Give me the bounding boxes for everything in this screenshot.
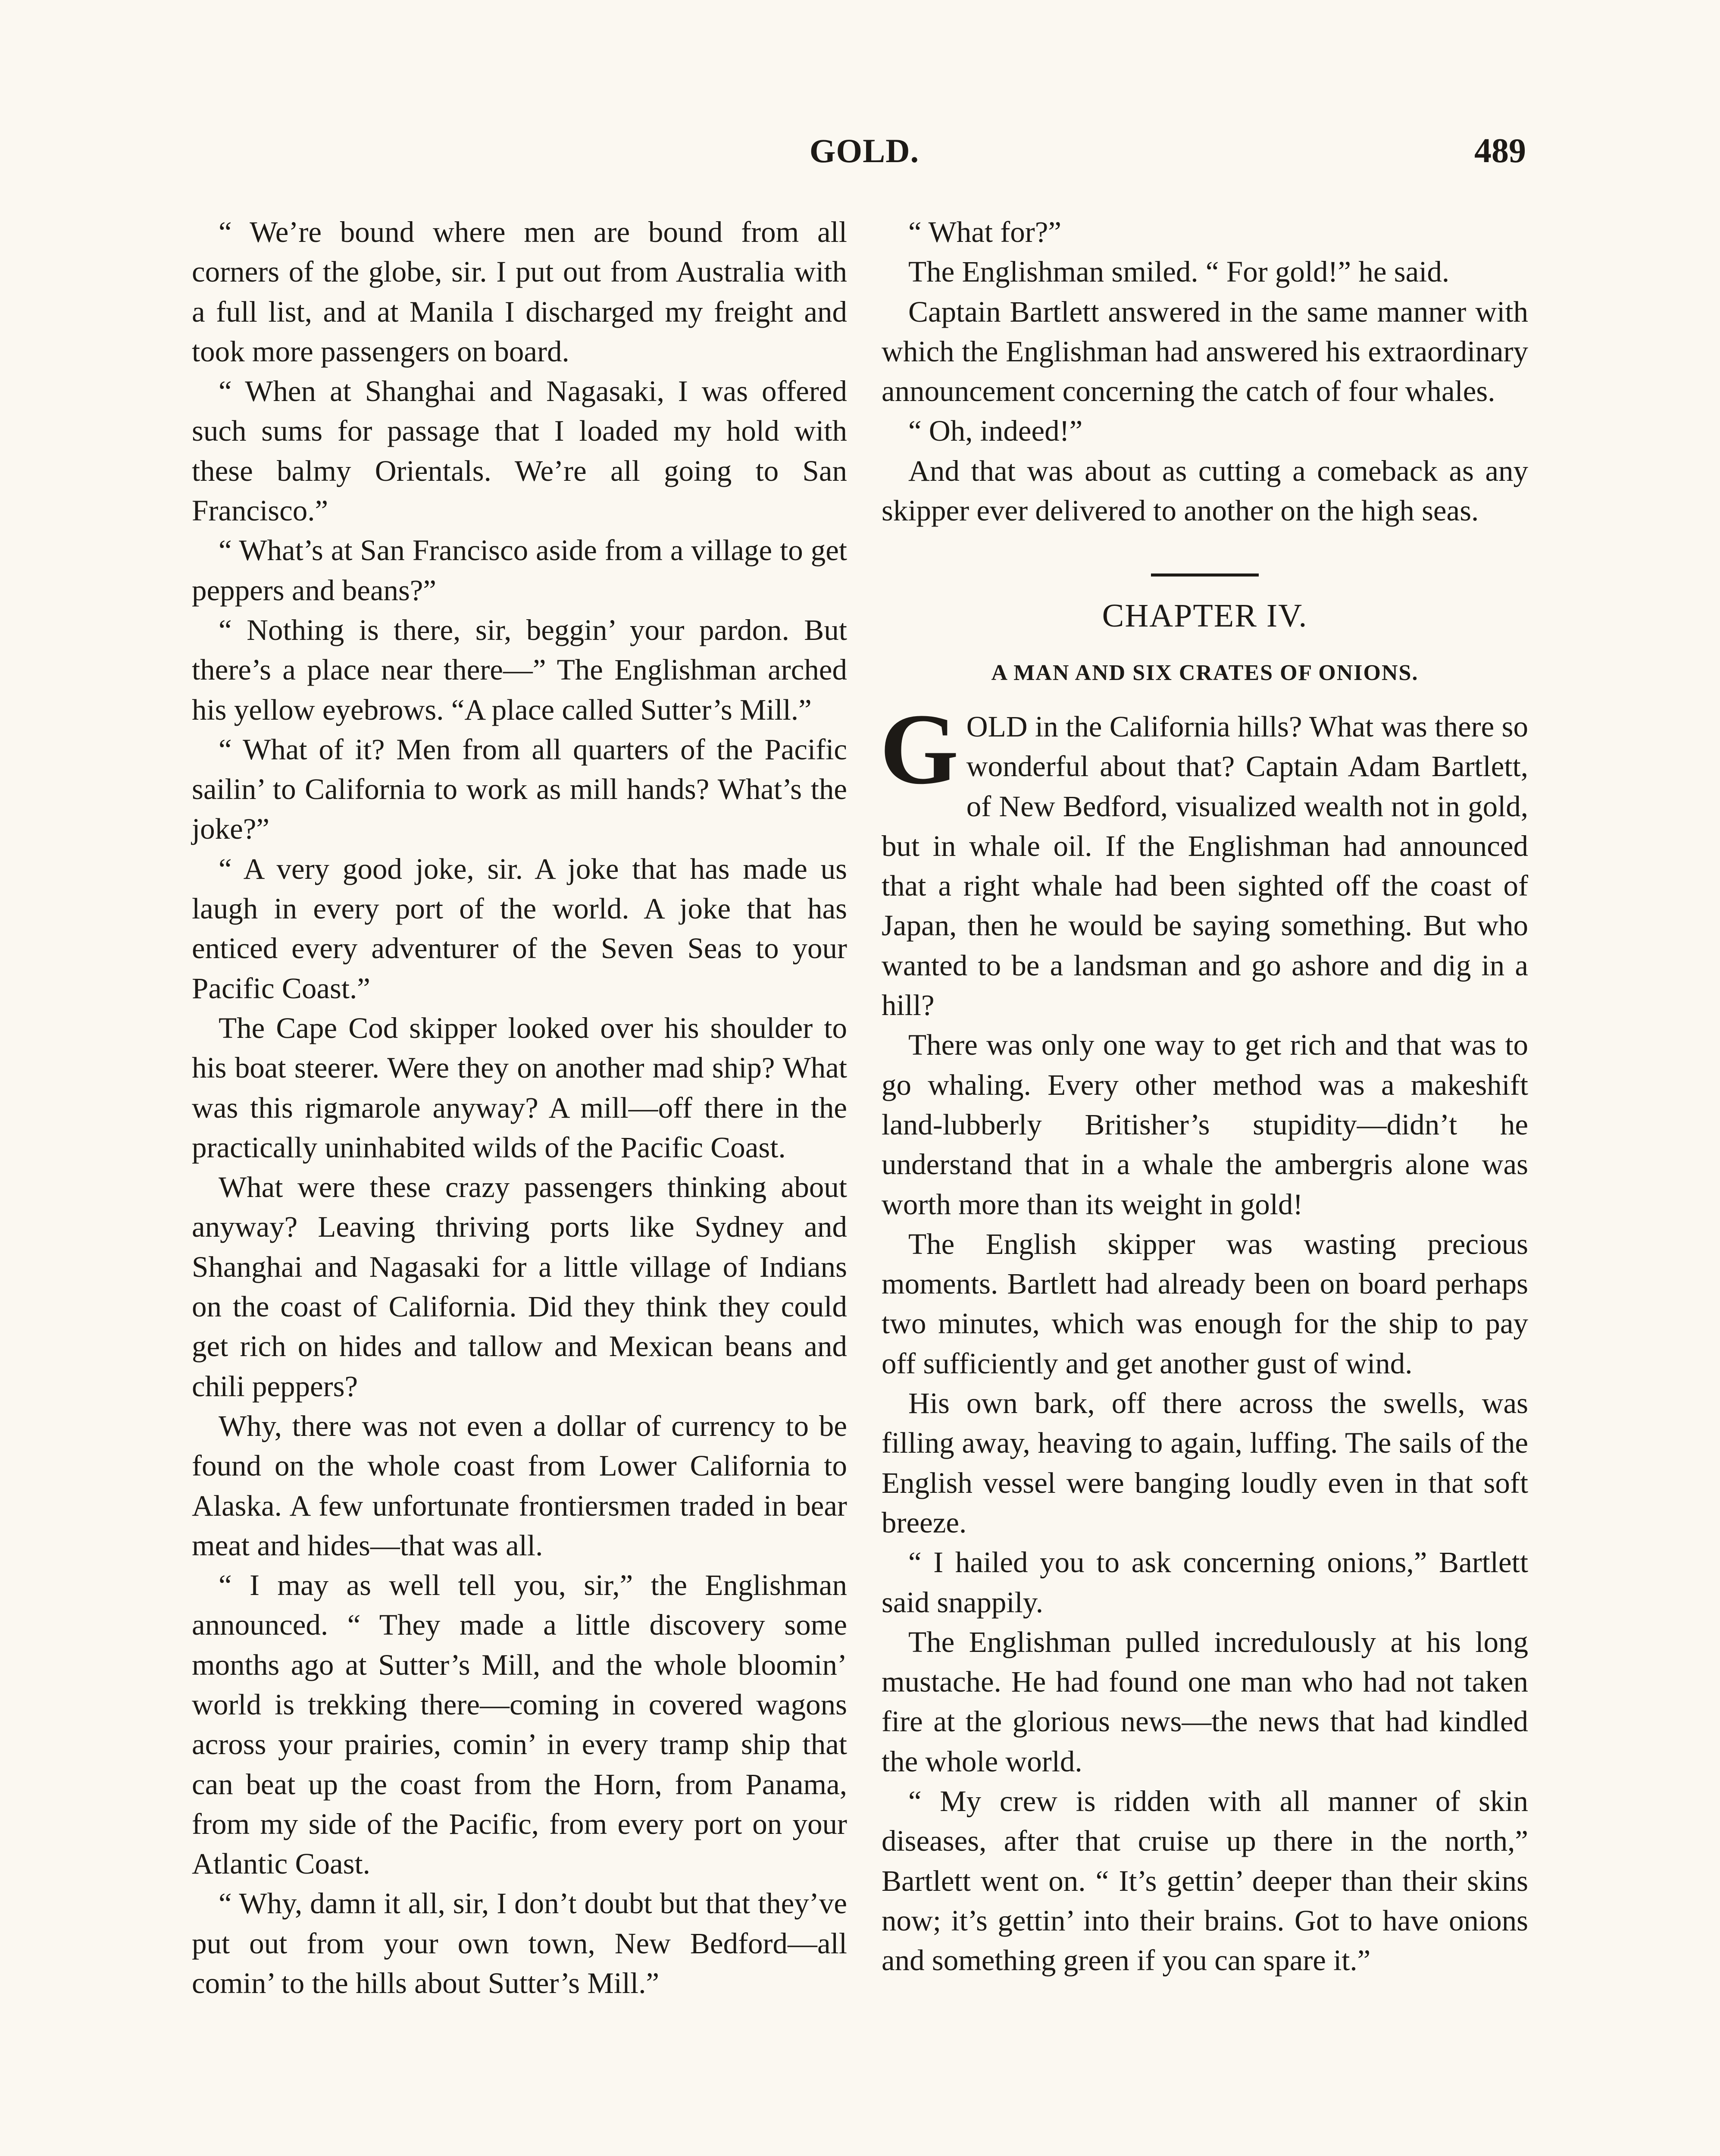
chapter-opening-paragraph — [880, 693, 1528, 1025]
chapter-subtitle: A MAN AND SIX CRATES OF ONIONS. — [991, 660, 1419, 685]
right-column — [882, 212, 1528, 1980]
paragraph: And that was about as cutting a comeback as any skipper ever delivered to another on the high seas. — [882, 454, 1528, 527]
paragraph: Captain Bartlett answered in the same manner with which the Englishman had answered his extraordinary announcement concerning the catch of four whales. — [882, 295, 1528, 408]
paragraph: Why, there was not even a dollar of currency to be found on the whole coast from Lower California to Alaska. A few unfortunate frontiersmen traded in bear meat and hides—that was all. — [192, 1409, 847, 1562]
paragraph: “ I hailed you to ask concerning onions,” Bartlett said snappily. — [882, 1546, 1528, 1619]
paragraph: His own bark, off there across the swells, was filling away, heaving to again, luffing. The sails of the English vessel were banging loudly even in that soft breeze. — [882, 1387, 1528, 1539]
left-column — [192, 212, 847, 2003]
paragraph: “ Nothing is there, sir, beggin’ your pardon. But there’s a place near there—” The Englishman arched his yellow eyebrows. “A place called Sutter’s Mill.” — [192, 613, 847, 726]
paragraph: The Cape Cod skipper looked over his shoulder to his boat steerer. Were they on another mad ship? What was this rigmarole anyway? A mill—off there in the practically uninhabited wilds of the Pacific Coast. — [192, 1011, 847, 1164]
paragraph: “ What for?” — [908, 216, 1062, 248]
page-number: 489 — [1474, 132, 1526, 170]
paragraph: “ Oh, indeed!” — [908, 414, 1083, 448]
paragraph: The Englishman pulled incredulously at his long mustache. He had found one man who had not taken fire at the glorious news—the news that had kindled the whole world. — [882, 1625, 1528, 1778]
chapter-heading: CHAPTER IV. — [1102, 598, 1308, 634]
section-divider — [1151, 573, 1259, 577]
paragraph: “ A very good joke, sir. A joke that has made us laugh in every port of the world. A joke that has enticed every adventurer of the Seven Seas to your Pacific Coast.” — [192, 852, 847, 1005]
paragraph: “ I may as well tell you, sir,” the Englishman announced. “ They made a little discovery some months ago at Sutter’s Mill, and the whole bloomin’ world is trekking there—coming in covered wagons across your prairies, comin’ in every tramp ship that can beat up the coast from the Horn, from Panama, from my side of the Pacific, from every port on your Atlantic Coast. — [192, 1569, 847, 1880]
paragraph: “ Why, damn it all, sir, I don’t doubt but that they’ve put out from your own town, New Bedford—all comin’ to the hills about Sutter’s Mill.” — [192, 1887, 847, 2000]
paragraph: “ What’s at San Francisco aside from a village to get peppers and beans?” — [192, 534, 847, 607]
drop-cap: G — [880, 693, 959, 805]
paragraph: The English skipper was wasting precious moments. Bartlett had already been on board perhaps two minutes, which was enough for the ship to pay off sufficiently and get another gust of wind. — [882, 1227, 1528, 1380]
running-header: GOLD. — [809, 132, 919, 169]
paragraph: “ We’re bound where men are bound from all corners of the globe, sir. I put out from Australia with a full list, and at Manila I discharged my freight and took more passengers on board. — [192, 216, 847, 368]
paragraph: There was only one way to get rich and that was to go whaling. Every other method was a makeshift land-lubberly Britisher’s stupidity—didn’t he understand that in a whale the ambergris alone was worth more than its weight in gold! — [882, 1028, 1528, 1221]
paragraph: “ When at Shanghai and Nagasaki, I was offered such sums for passage that I loaded my hold with these balmy Orientals. We’re all going to San Francisco.” — [192, 375, 847, 527]
paragraph: “ What of it? Men from all quarters of the Pacific sailin’ to California to work as mill hands? What’s the joke?” — [192, 733, 847, 846]
opening-text: OLD in the California hills? What was there so wonderful about that? Captain Adam Bartlett, of New Bedford, visualized wealth not in gold, but in whale oil. If the Englishman had announced that a right whale had been sighted off the coast of Japan, then he would be saying something. But who wanted to be a landsman and go ashore and dig in a hill? — [882, 710, 1528, 1022]
paragraph: The Englishman smiled. “ For gold!” he said. — [908, 255, 1450, 288]
paragraph: What were these crazy passengers thinking about anyway? Leaving thriving ports like Sydney and Shanghai and Nagasaki for a little village of Indians on the coast of California. Did they think they could get rich on hides and tallow and Mexican beans and chili peppers? — [192, 1171, 847, 1403]
paragraph: “ My crew is ridden with all manner of skin diseases, after that cruise up there in the north,” Bartlett went on. “ It’s gettin’ deeper than their skins now; it’s gettin’ into their brains. Got to have onions and something green if you can spare it.” — [882, 1784, 1528, 1977]
